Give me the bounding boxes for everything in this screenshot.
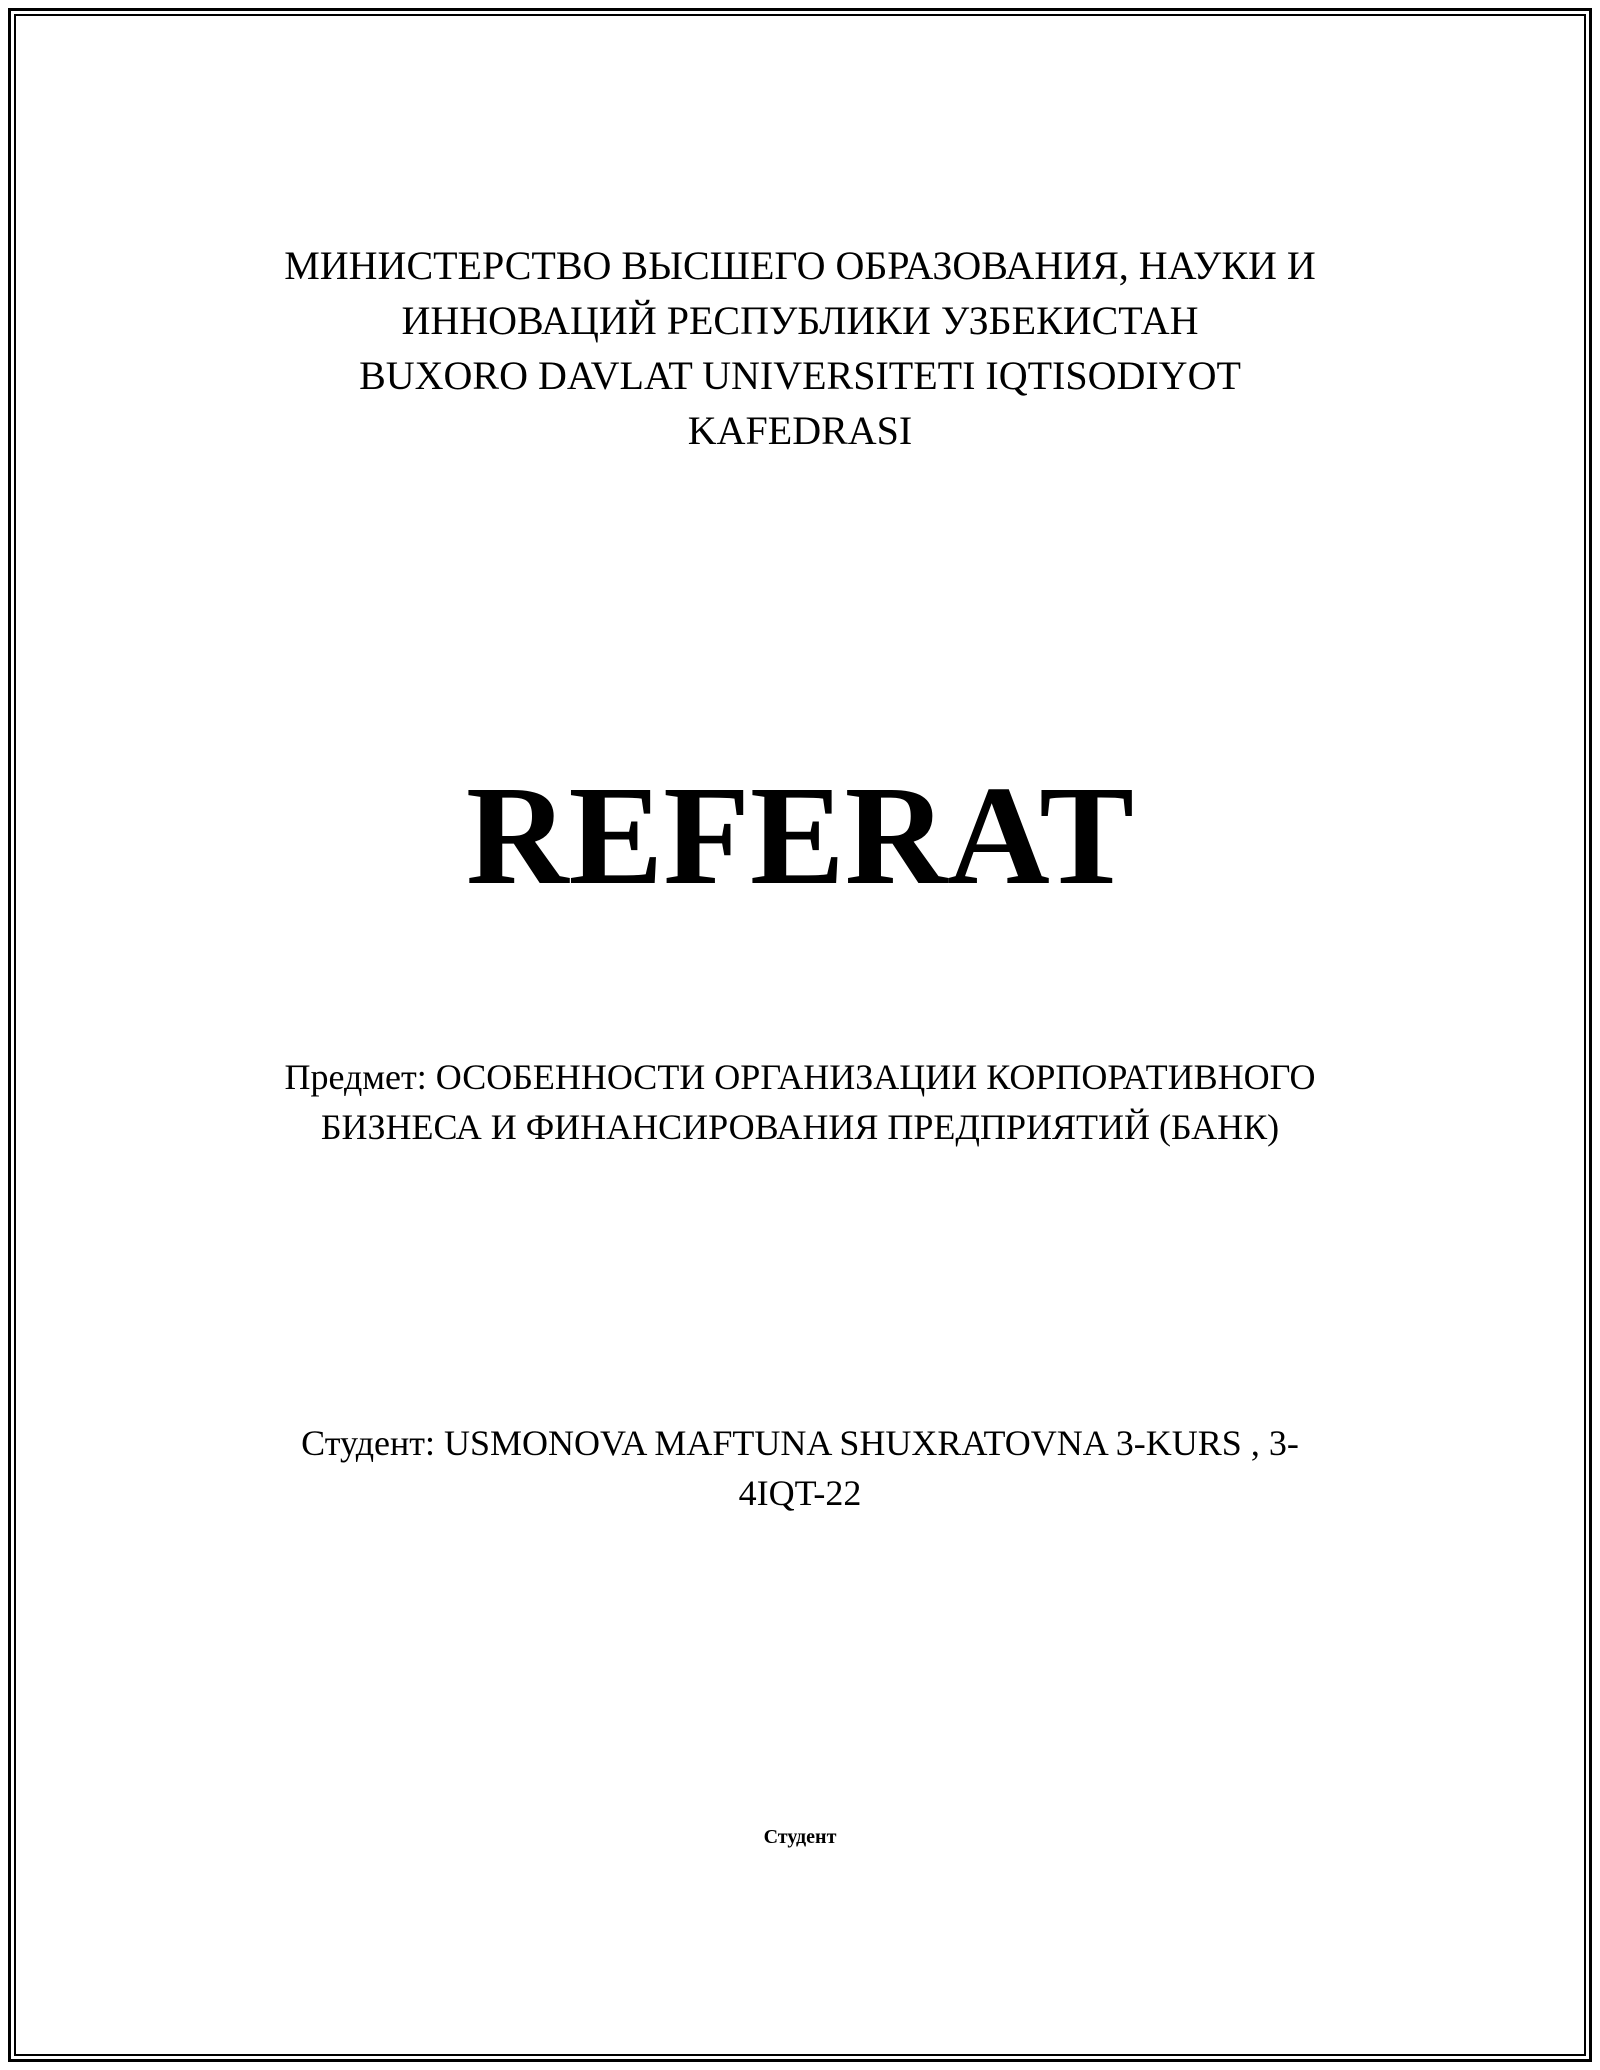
header-line-3: BUXORO DAVLAT UNIVERSITETI IQTISODIYOT <box>359 353 1241 398</box>
institution-header <box>0 238 1600 458</box>
subject-line-1: Предмет: ОСОБЕННОСТИ ОРГАНИЗАЦИИ КОРПОРАТИВНОГО <box>284 1057 1316 1097</box>
subject-line-2: БИЗНЕСА И ФИНАНСИРОВАНИЯ ПРЕДПРИЯТИЙ (БАНК) <box>320 1107 1280 1147</box>
subject-block <box>0 1052 1600 1152</box>
header-line-1: МИНИСТЕРСТВО ВЫСШЕГО ОБРАЗОВАНИЯ, НАУКИ И <box>284 243 1316 288</box>
header-line-2: ИННОВАЦИЙ РЕСПУБЛИКИ УЗБЕКИСТАН <box>401 298 1199 343</box>
document-title: REFERAT <box>466 756 1134 914</box>
student-info-line-1: Студент: USMONOVA MAFTUNA SHUXRATOVNA 3-KURS , 3- <box>301 1423 1299 1463</box>
student-info-line-2: 4IQT-22 <box>738 1473 862 1513</box>
header-line-4: KAFEDRASI <box>687 408 913 453</box>
footer-student-label: Студент <box>763 1826 837 1848</box>
student-info-block <box>0 1418 1600 1518</box>
